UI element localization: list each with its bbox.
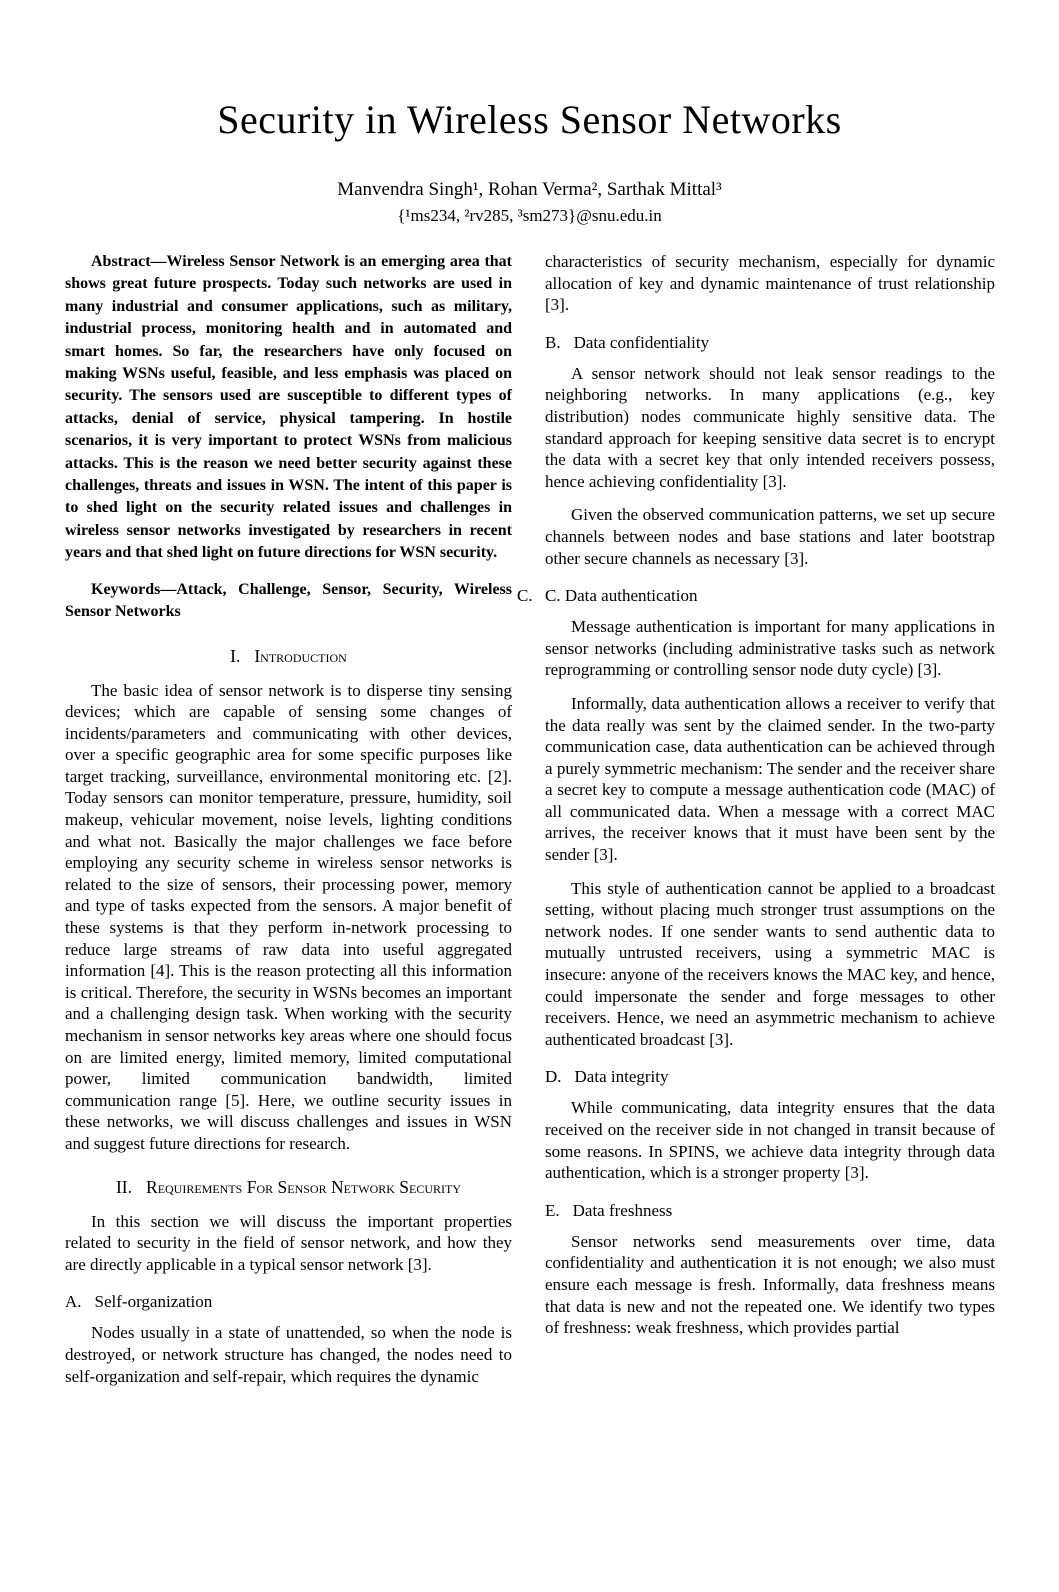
authors-line: Manvendra Singh¹, Rohan Verma², Sarthak Mittal³ xyxy=(337,179,722,200)
continuation-paragraph: characteristics of security mechanism, especially for dynamic allocation of key and dynamic maintenance of trust relationship [3]. xyxy=(545,252,995,315)
subsection-label: B. xyxy=(545,332,561,352)
section-number: II. xyxy=(115,1176,133,1197)
subsection-label: D. xyxy=(545,1067,562,1087)
abstract xyxy=(65,251,512,565)
subsection-heading-data-authentication xyxy=(517,586,995,606)
paper-page xyxy=(0,96,1059,1592)
paper-title: Security in Wireless Sensor Networks xyxy=(217,97,842,142)
self-organization-paragraph: Nodes usually in a state of unattended, so when the node is destroyed, or network structure has changed, the nodes need to self-organization and self-repair, which requires the dynamic xyxy=(65,1323,512,1386)
section-title: Introduction xyxy=(254,645,347,666)
subsection-label: E. xyxy=(545,1200,560,1220)
subsection-heading-data-confidentiality xyxy=(545,333,995,353)
subsection-heading-self-organization xyxy=(65,1292,512,1312)
data-integrity-paragraph: While communicating, data integrity ensures that the data received on the receiver side in not changed in transit because of some reasons. In SPINS, we achieve data integrity through data authentication, which is a stronger property [3]. xyxy=(545,1098,995,1183)
keywords xyxy=(65,579,512,624)
subsection-label: A. xyxy=(65,1292,82,1312)
abstract-text: Wireless Sensor Network is an emerging area that shows great future prospects. Today such networks are used in many industrial and consumer applications, such as military, industrial process, monitoring health and in automated and smart homes. So far, the researchers have only focused on making WSNs useful, feasible, and less emphasis was placed on security. The sensors used are susceptible to different types of attacks, denial of service, physical tampering. In hostile scenarios, it is very important to protect WSNs from malicious attacks. This is the reason we need better security against these challenges, threats and issues in WSN. The intent of this paper is to shed light on the security related issues and challenges in wireless sensor networks investigated by researchers in recent years and that shed light on future directions for WSN security. xyxy=(65,253,512,562)
section-number: I. xyxy=(230,645,241,666)
data-confidentiality-paragraph-2: Given the observed communication patterns, we set up secure channels between nodes and base stations and later bootstrap other secure channels as necessary [3]. xyxy=(545,505,995,568)
data-authentication-paragraph-1: Message authentication is important for many applications in sensor networks (including administrative tasks such as network reprogramming or controlling sensor node duty cycle) [3]. xyxy=(545,617,995,680)
emails-line: {¹ms234, ²rv285, ³sm273}@snu.edu.in xyxy=(397,206,662,225)
section-heading-introduction xyxy=(65,646,512,667)
subsection-title: C. Data authentication xyxy=(545,586,698,606)
subsection-heading-data-freshness xyxy=(545,1201,995,1221)
subsection-title: Self-organization xyxy=(94,1292,213,1312)
subsection-title: Data confidentiality xyxy=(573,332,710,352)
keywords-label: Keywords— xyxy=(91,580,177,598)
data-confidentiality-paragraph-1: A sensor network should not leak sensor readings to the neighboring networks. In many applications (e.g., key distribution) nodes communicate highly sensitive data. The standard approach for keeping sensitive data secret is to encrypt the data with a secret key that only intended receivers possess, hence achieving confidentiality [3]. xyxy=(545,363,995,491)
subsection-title: Data freshness xyxy=(572,1200,673,1220)
right-column xyxy=(517,251,995,1399)
data-authentication-paragraph-3: This style of authentication cannot be applied to a broadcast setting, without placing much stronger trust assumptions on the network nodes. If one sender wants to send authentic data to mutually untrusted receivers, using a symmetric MAC is insecure: anyone of the receivers knows the MAC key, and hence, could impersonate the sender and forge messages to other receivers. Hence, we need an asymmetric mechanism to achieve authenticated broadcast [3]. xyxy=(545,878,995,1049)
subsection-title: Data integrity xyxy=(574,1067,669,1087)
left-column xyxy=(65,251,512,1399)
subsection-heading-data-integrity xyxy=(545,1067,995,1087)
data-authentication-paragraph-2: Informally, data authentication allows a receiver to verify that the data really was sent by the claimed sender. In the two-party communication case, data authentication can be achieved through a purely symmetric mechanism: The sender and the receiver share a secret key to compute a message authentication code (MAC) of all communicated data. When a message with a correct MAC arrives, the receiver knows that it must have been sent by the sender [3]. xyxy=(545,693,995,865)
section-heading-requirements xyxy=(65,1177,512,1198)
data-freshness-paragraph: Sensor networks send measurements over time, data confidentiality and authentication it is not enough; we also must ensure each message is fresh. Informally, data freshness means that data is new and not the repeated one. We identify two types of freshness: weak freshness, which provides partial xyxy=(545,1231,995,1338)
subsection-outer-label: C. xyxy=(517,586,533,606)
section-title: Requirements For Sensor Network Security xyxy=(146,1176,462,1197)
two-column-body xyxy=(65,251,995,1399)
requirements-paragraph: In this section we will discuss the important properties related to security in the field of sensor network, and how they are directly applicable in a typical sensor network [3]. xyxy=(65,1211,512,1274)
abstract-label: Abstract— xyxy=(91,253,167,270)
keywords-text: Attack, Challenge, Sensor, Security, Wireless Sensor Networks xyxy=(65,580,512,621)
introduction-paragraph: The basic idea of sensor network is to disperse tiny sensing devices; which are capable of sensing some changes of incidents/parameters and communicating with other devices, over a specific geographic area for some specific purposes like target tracking, surveillance, environmental monitoring etc. [2]. Today sensors can monitor temperature, pressure, humidity, soil makeup, vehicular movement, noise levels, lighting conditions and what not. Basically the major challenges we face before employing any security scheme in wireless sensor networks is related to the size of sensors, their processing power, memory and type of tasks expected from the sensors. A major benefit of these systems is that they perform in-network processing to reduce large streams of raw data into useful aggregated information [4]. This is the reason protecting all this information is critical. Therefore, the security in WSNs becomes an important and a challenging design task. When working with the security mechanism in sensor networks key areas where one should focus on are limited energy, limited memory, limited computational power, limited communication bandwidth, limited communication range [5]. Here, we outline security issues in these networks, we will discuss challenges and issues in WSN and suggest future directions for research. xyxy=(65,680,512,1153)
